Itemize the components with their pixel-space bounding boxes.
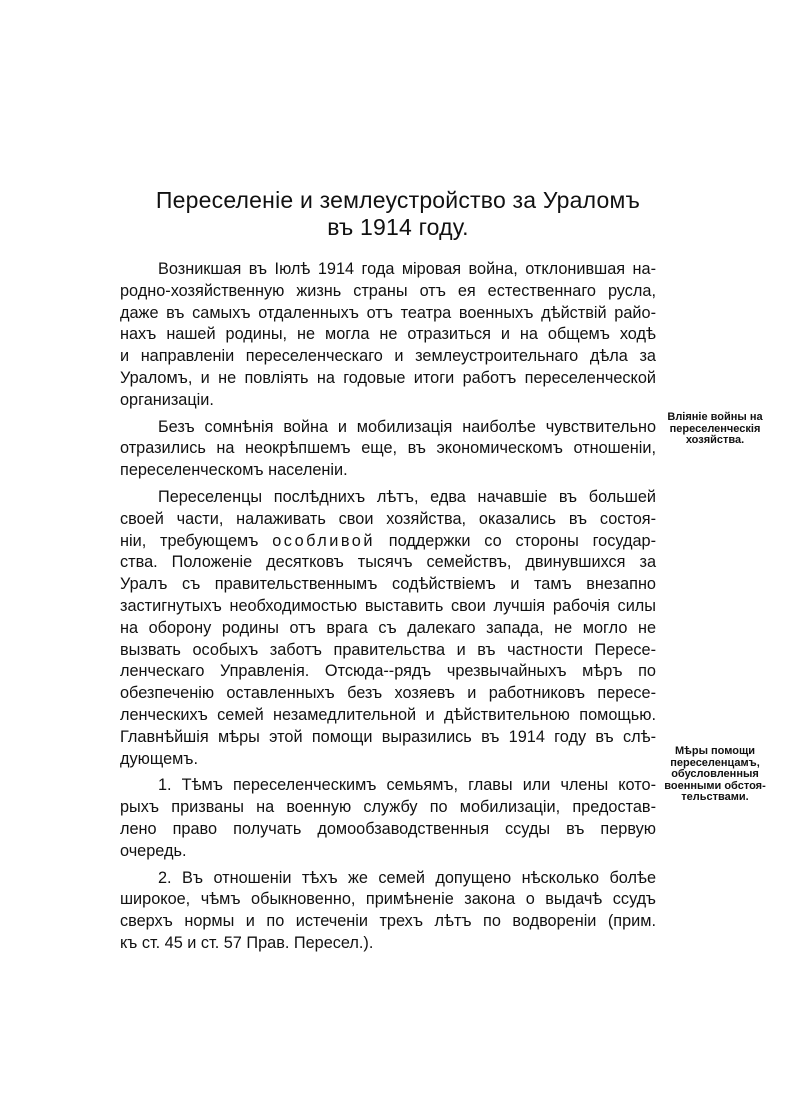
text-line: организаціи. [120, 390, 214, 409]
margin-note-line: переселенческія [669, 422, 761, 435]
text-line: переселенческомъ населеніи. [120, 461, 348, 480]
emphasized-word: особливой [272, 531, 375, 550]
text-line: родно-хозяйственную жизнь страны отъ ея естественнаго русла, [120, 281, 656, 300]
text-line: своей части, налаживать свои хозяйства, оказались въ состоя- [120, 509, 656, 528]
margin-note-line: обусловленныя [671, 768, 759, 780]
text-fragment: поддержки со стороны государ- [388, 531, 656, 550]
text-line: Уралъ съ правительственнымъ содѣйствіемъ и тамъ внезапно [120, 575, 656, 594]
text-line: и направленіи переселенческаго и землеустроительнаго дѣла за [120, 347, 656, 366]
text-line: ства. Положеніе десятковъ тысячъ семействъ, двинувшихся за [120, 553, 656, 572]
margin-note-line: Мѣры помощи [674, 745, 756, 757]
page-title-line2: въ 1914 году. [327, 214, 469, 240]
text-line: нахъ нашей родины, не могла не отразиться и на общемъ ходѣ [120, 325, 656, 344]
margin-note-line: хозяйства. [685, 434, 745, 446]
text-line: широкое, чѣмъ обыкновенно, примѣненіе закона о выдачѣ ссудъ [120, 890, 656, 909]
text-line: къ ст. 45 и ст. 57 Прав. Пересел.). [120, 933, 374, 952]
paragraph-2 [120, 417, 656, 482]
paragraph-3 [120, 487, 656, 770]
margin-note-line: Вліяніе войны на [667, 411, 763, 423]
text-line: Главнѣйшія мѣры этой помощи выразились въ 1914 году въ слѣ- [120, 727, 656, 746]
text-line: лено право получать домообзаводственныя ссуды въ первую [120, 819, 656, 838]
text-line: очередь. [120, 841, 187, 860]
text-line: ленческаго Управленія. Отсюда--рядъ чрезвычайныхъ мѣръ по [120, 662, 656, 681]
text-line-with-emphasis [120, 531, 656, 553]
margin-note-war-influence [659, 412, 771, 447]
text-line: рыхъ призваны на военную службу по мобилизаціи, предостав- [120, 798, 656, 817]
text-line: Безъ сомнѣнія война и мобилизація наиболѣе чувствительно [158, 417, 656, 436]
text-line: вызвать особыхъ заботъ правительства и въ частности Пересе- [120, 640, 656, 659]
margin-note-line: тельствами. [681, 791, 749, 803]
text-line: ленческихъ семей незамедлительной и дѣйствительною помощью. [120, 705, 656, 724]
paragraph-5 [120, 868, 656, 955]
page-title: Переселеніе и землеустройство за Ураломъ [155, 187, 641, 213]
margin-note-line: переселенцамъ, [670, 756, 760, 769]
text-line: 1. Тѣмъ переселенческимъ семьямъ, главы или члены кото- [158, 776, 656, 795]
text-fragment: ніи, требующемъ [120, 531, 259, 550]
text-line: даже въ самыхъ отдаленныхъ отъ театра военныхъ дѣйствій райо- [120, 303, 656, 322]
margin-note-aid-measures [659, 746, 771, 804]
paragraph-4 [120, 775, 656, 862]
text-line: Ураломъ, и не повліять на годовые итоги работъ переселенческой [120, 368, 656, 387]
text-line: сверхъ нормы и по истеченіи трехъ лѣтъ по водвореніи (прим. [120, 912, 656, 931]
margin-note-line: военными обстоя- [664, 779, 766, 792]
text-line: на оборону родины отъ врага съ далекаго запада, не могло не [120, 618, 656, 637]
text-line: отразились на неокрѣпшемъ еще, въ экономическомъ отношеніи, [120, 439, 656, 458]
text-line: Возникшая въ Іюлѣ 1914 года міровая война, отклонившая на- [158, 260, 656, 278]
text-line: обезпеченію оставленныхъ безъ хозяевъ и работниковъ пересе- [120, 684, 656, 703]
text-line: дующемъ. [120, 749, 199, 768]
body-text [120, 259, 656, 960]
text-line: застигнутыхъ необходимостью выставить свои лучшія рабочія силы [120, 596, 656, 615]
text-line: Переселенцы послѣднихъ лѣтъ, едва начавшіе въ большей [158, 487, 656, 506]
paragraph-1 [120, 259, 656, 412]
text-line: 2. Въ отношеніи тѣхъ же семей допущено нѣсколько болѣе [158, 868, 656, 887]
